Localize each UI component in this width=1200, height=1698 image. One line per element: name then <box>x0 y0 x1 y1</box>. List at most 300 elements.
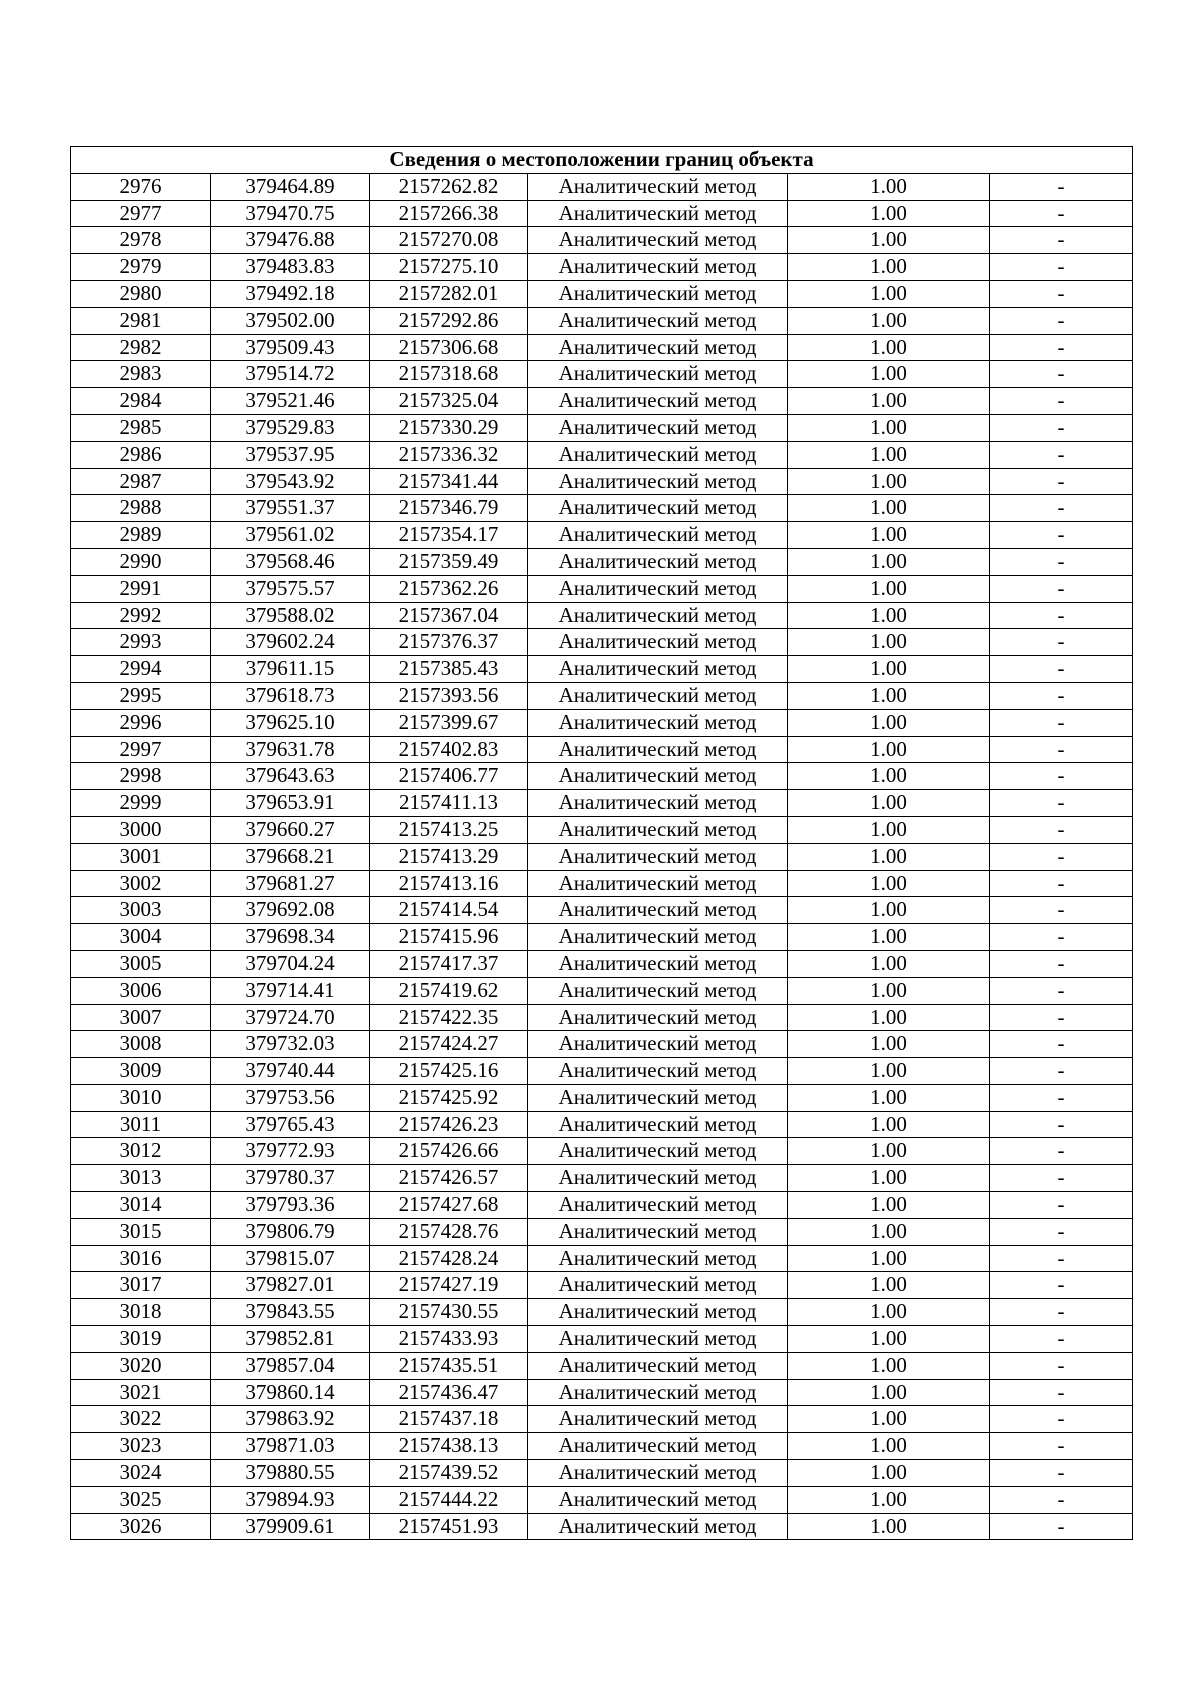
method-cell: Аналитический метод <box>528 414 788 441</box>
method-cell: Аналитический метод <box>528 1192 788 1219</box>
method-cell: Аналитический метод <box>528 1460 788 1487</box>
table-row <box>71 388 1133 415</box>
accuracy-cell: 1.00 <box>788 1192 990 1219</box>
table-row <box>71 1433 1133 1460</box>
description-cell: - <box>990 575 1133 602</box>
description-cell: - <box>990 1460 1133 1487</box>
table-row <box>71 414 1133 441</box>
accuracy-cell: 1.00 <box>788 200 990 227</box>
accuracy-cell: 1.00 <box>788 1031 990 1058</box>
method-cell: Аналитический метод <box>528 1031 788 1058</box>
accuracy-cell: 1.00 <box>788 1379 990 1406</box>
point-number-cell: 2993 <box>71 629 211 656</box>
description-cell: - <box>990 1004 1133 1031</box>
point-number-cell: 2985 <box>71 414 211 441</box>
table-row <box>71 924 1133 951</box>
description-cell: - <box>990 495 1133 522</box>
table-row <box>71 977 1133 1004</box>
accuracy-cell: 1.00 <box>788 790 990 817</box>
point-number-cell: 2979 <box>71 254 211 281</box>
point-number-cell: 3026 <box>71 1513 211 1540</box>
table-row <box>71 736 1133 763</box>
y-coordinate-cell: 2157411.13 <box>370 790 528 817</box>
y-coordinate-cell: 2157426.57 <box>370 1165 528 1192</box>
description-cell: - <box>990 200 1133 227</box>
method-cell: Аналитический метод <box>528 388 788 415</box>
accuracy-cell: 1.00 <box>788 1245 990 1272</box>
description-cell: - <box>990 816 1133 843</box>
x-coordinate-cell: 379514.72 <box>211 361 370 388</box>
accuracy-cell: 1.00 <box>788 656 990 683</box>
y-coordinate-cell: 2157430.55 <box>370 1299 528 1326</box>
accuracy-cell: 1.00 <box>788 1004 990 1031</box>
x-coordinate-cell: 379909.61 <box>211 1513 370 1540</box>
description-cell: - <box>990 388 1133 415</box>
description-cell: - <box>990 950 1133 977</box>
method-cell: Аналитический метод <box>528 870 788 897</box>
accuracy-cell: 1.00 <box>788 468 990 495</box>
x-coordinate-cell: 379753.56 <box>211 1084 370 1111</box>
table-row <box>71 763 1133 790</box>
accuracy-cell: 1.00 <box>788 361 990 388</box>
method-cell: Аналитический метод <box>528 227 788 254</box>
y-coordinate-cell: 2157385.43 <box>370 656 528 683</box>
method-cell: Аналитический метод <box>528 790 788 817</box>
point-number-cell: 2976 <box>71 173 211 200</box>
y-coordinate-cell: 2157266.38 <box>370 200 528 227</box>
method-cell: Аналитический метод <box>528 1486 788 1513</box>
table-title: Сведения о местоположении границ объекта <box>71 147 1133 174</box>
point-number-cell: 3020 <box>71 1352 211 1379</box>
x-coordinate-cell: 379806.79 <box>211 1218 370 1245</box>
table-body <box>71 173 1133 1540</box>
point-number-cell: 3019 <box>71 1326 211 1353</box>
table-row <box>71 1486 1133 1513</box>
boundary-coordinates-table <box>70 146 1133 1540</box>
accuracy-cell: 1.00 <box>788 763 990 790</box>
point-number-cell: 3015 <box>71 1218 211 1245</box>
method-cell: Аналитический метод <box>528 1245 788 1272</box>
point-number-cell: 3021 <box>71 1379 211 1406</box>
description-cell: - <box>990 1165 1133 1192</box>
point-number-cell: 2978 <box>71 227 211 254</box>
description-cell: - <box>990 1272 1133 1299</box>
point-number-cell: 2988 <box>71 495 211 522</box>
method-cell: Аналитический метод <box>528 1218 788 1245</box>
y-coordinate-cell: 2157354.17 <box>370 522 528 549</box>
table-row <box>71 1165 1133 1192</box>
method-cell: Аналитический метод <box>528 1084 788 1111</box>
method-cell: Аналитический метод <box>528 280 788 307</box>
x-coordinate-cell: 379668.21 <box>211 843 370 870</box>
accuracy-cell: 1.00 <box>788 307 990 334</box>
accuracy-cell: 1.00 <box>788 1326 990 1353</box>
point-number-cell: 2997 <box>71 736 211 763</box>
method-cell: Аналитический метод <box>528 602 788 629</box>
accuracy-cell: 1.00 <box>788 977 990 1004</box>
point-number-cell: 3001 <box>71 843 211 870</box>
point-number-cell: 3000 <box>71 816 211 843</box>
y-coordinate-cell: 2157444.22 <box>370 1486 528 1513</box>
description-cell: - <box>990 361 1133 388</box>
description-cell: - <box>990 1245 1133 1272</box>
method-cell: Аналитический метод <box>528 1272 788 1299</box>
accuracy-cell: 1.00 <box>788 1058 990 1085</box>
x-coordinate-cell: 379483.83 <box>211 254 370 281</box>
method-cell: Аналитический метод <box>528 1004 788 1031</box>
y-coordinate-cell: 2157346.79 <box>370 495 528 522</box>
point-number-cell: 2995 <box>71 682 211 709</box>
x-coordinate-cell: 379894.93 <box>211 1486 370 1513</box>
x-coordinate-cell: 379492.18 <box>211 280 370 307</box>
accuracy-cell: 1.00 <box>788 629 990 656</box>
method-cell: Аналитический метод <box>528 736 788 763</box>
table-row <box>71 548 1133 575</box>
description-cell: - <box>990 522 1133 549</box>
table-row <box>71 1192 1133 1219</box>
method-cell: Аналитический метод <box>528 1326 788 1353</box>
point-number-cell: 3007 <box>71 1004 211 1031</box>
x-coordinate-cell: 379602.24 <box>211 629 370 656</box>
y-coordinate-cell: 2157422.35 <box>370 1004 528 1031</box>
method-cell: Аналитический метод <box>528 361 788 388</box>
point-number-cell: 3023 <box>71 1433 211 1460</box>
x-coordinate-cell: 379653.91 <box>211 790 370 817</box>
method-cell: Аналитический метод <box>528 468 788 495</box>
x-coordinate-cell: 379772.93 <box>211 1138 370 1165</box>
method-cell: Аналитический метод <box>528 495 788 522</box>
x-coordinate-cell: 379476.88 <box>211 227 370 254</box>
point-number-cell: 2989 <box>71 522 211 549</box>
method-cell: Аналитический метод <box>528 897 788 924</box>
point-number-cell: 3008 <box>71 1031 211 1058</box>
description-cell: - <box>990 1326 1133 1353</box>
accuracy-cell: 1.00 <box>788 816 990 843</box>
y-coordinate-cell: 2157336.32 <box>370 441 528 468</box>
x-coordinate-cell: 379852.81 <box>211 1326 370 1353</box>
y-coordinate-cell: 2157341.44 <box>370 468 528 495</box>
point-number-cell: 3011 <box>71 1111 211 1138</box>
table-row <box>71 1058 1133 1085</box>
accuracy-cell: 1.00 <box>788 897 990 924</box>
x-coordinate-cell: 379529.83 <box>211 414 370 441</box>
x-coordinate-cell: 379464.89 <box>211 173 370 200</box>
x-coordinate-cell: 379618.73 <box>211 682 370 709</box>
description-cell: - <box>990 629 1133 656</box>
accuracy-cell: 1.00 <box>788 548 990 575</box>
point-number-cell: 3013 <box>71 1165 211 1192</box>
table-row <box>71 1245 1133 1272</box>
point-number-cell: 3006 <box>71 977 211 1004</box>
method-cell: Аналитический метод <box>528 1406 788 1433</box>
accuracy-cell: 1.00 <box>788 334 990 361</box>
y-coordinate-cell: 2157428.24 <box>370 1245 528 1272</box>
table-row <box>71 950 1133 977</box>
description-cell: - <box>990 897 1133 924</box>
accuracy-cell: 1.00 <box>788 1111 990 1138</box>
x-coordinate-cell: 379793.36 <box>211 1192 370 1219</box>
description-cell: - <box>990 1084 1133 1111</box>
x-coordinate-cell: 379625.10 <box>211 709 370 736</box>
y-coordinate-cell: 2157393.56 <box>370 682 528 709</box>
method-cell: Аналитический метод <box>528 843 788 870</box>
table-row <box>71 1513 1133 1540</box>
table-row <box>71 1004 1133 1031</box>
y-coordinate-cell: 2157270.08 <box>370 227 528 254</box>
method-cell: Аналитический метод <box>528 575 788 602</box>
y-coordinate-cell: 2157451.93 <box>370 1513 528 1540</box>
point-number-cell: 2998 <box>71 763 211 790</box>
method-cell: Аналитический метод <box>528 334 788 361</box>
accuracy-cell: 1.00 <box>788 1486 990 1513</box>
method-cell: Аналитический метод <box>528 1299 788 1326</box>
method-cell: Аналитический метод <box>528 548 788 575</box>
method-cell: Аналитический метод <box>528 200 788 227</box>
y-coordinate-cell: 2157426.23 <box>370 1111 528 1138</box>
point-number-cell: 2981 <box>71 307 211 334</box>
accuracy-cell: 1.00 <box>788 1165 990 1192</box>
y-coordinate-cell: 2157417.37 <box>370 950 528 977</box>
point-number-cell: 3010 <box>71 1084 211 1111</box>
method-cell: Аналитический метод <box>528 522 788 549</box>
method-cell: Аналитический метод <box>528 1165 788 1192</box>
description-cell: - <box>990 924 1133 951</box>
table-row <box>71 361 1133 388</box>
point-number-cell: 2982 <box>71 334 211 361</box>
x-coordinate-cell: 379704.24 <box>211 950 370 977</box>
point-number-cell: 3014 <box>71 1192 211 1219</box>
accuracy-cell: 1.00 <box>788 495 990 522</box>
table-row <box>71 843 1133 870</box>
x-coordinate-cell: 379631.78 <box>211 736 370 763</box>
x-coordinate-cell: 379551.37 <box>211 495 370 522</box>
description-cell: - <box>990 1111 1133 1138</box>
y-coordinate-cell: 2157427.19 <box>370 1272 528 1299</box>
method-cell: Аналитический метод <box>528 441 788 468</box>
x-coordinate-cell: 379827.01 <box>211 1272 370 1299</box>
table-row <box>71 1379 1133 1406</box>
y-coordinate-cell: 2157367.04 <box>370 602 528 629</box>
description-cell: - <box>990 602 1133 629</box>
x-coordinate-cell: 379509.43 <box>211 334 370 361</box>
y-coordinate-cell: 2157433.93 <box>370 1326 528 1353</box>
method-cell: Аналитический метод <box>528 1058 788 1085</box>
y-coordinate-cell: 2157437.18 <box>370 1406 528 1433</box>
method-cell: Аналитический метод <box>528 254 788 281</box>
description-cell: - <box>990 977 1133 1004</box>
method-cell: Аналитический метод <box>528 173 788 200</box>
y-coordinate-cell: 2157413.29 <box>370 843 528 870</box>
point-number-cell: 2977 <box>71 200 211 227</box>
accuracy-cell: 1.00 <box>788 924 990 951</box>
accuracy-cell: 1.00 <box>788 1406 990 1433</box>
method-cell: Аналитический метод <box>528 1111 788 1138</box>
x-coordinate-cell: 379575.57 <box>211 575 370 602</box>
y-coordinate-cell: 2157424.27 <box>370 1031 528 1058</box>
method-cell: Аналитический метод <box>528 950 788 977</box>
y-coordinate-cell: 2157292.86 <box>370 307 528 334</box>
x-coordinate-cell: 379860.14 <box>211 1379 370 1406</box>
description-cell: - <box>990 709 1133 736</box>
y-coordinate-cell: 2157406.77 <box>370 763 528 790</box>
y-coordinate-cell: 2157376.37 <box>370 629 528 656</box>
point-number-cell: 3022 <box>71 1406 211 1433</box>
point-number-cell: 2996 <box>71 709 211 736</box>
accuracy-cell: 1.00 <box>788 1299 990 1326</box>
x-coordinate-cell: 379568.46 <box>211 548 370 575</box>
x-coordinate-cell: 379880.55 <box>211 1460 370 1487</box>
table-row <box>71 1218 1133 1245</box>
y-coordinate-cell: 2157413.25 <box>370 816 528 843</box>
description-cell: - <box>990 227 1133 254</box>
x-coordinate-cell: 379543.92 <box>211 468 370 495</box>
description-cell: - <box>990 307 1133 334</box>
x-coordinate-cell: 379470.75 <box>211 200 370 227</box>
method-cell: Аналитический метод <box>528 1379 788 1406</box>
table-row <box>71 1299 1133 1326</box>
x-coordinate-cell: 379724.70 <box>211 1004 370 1031</box>
method-cell: Аналитический метод <box>528 1433 788 1460</box>
table-row <box>71 897 1133 924</box>
table-row <box>71 468 1133 495</box>
table-row <box>71 1272 1133 1299</box>
table-row <box>71 1031 1133 1058</box>
description-cell: - <box>990 468 1133 495</box>
y-coordinate-cell: 2157399.67 <box>370 709 528 736</box>
description-cell: - <box>990 736 1133 763</box>
x-coordinate-cell: 379521.46 <box>211 388 370 415</box>
table-row <box>71 1084 1133 1111</box>
y-coordinate-cell: 2157282.01 <box>370 280 528 307</box>
method-cell: Аналитический метод <box>528 1138 788 1165</box>
y-coordinate-cell: 2157330.29 <box>370 414 528 441</box>
x-coordinate-cell: 379863.92 <box>211 1406 370 1433</box>
table-row <box>71 1460 1133 1487</box>
y-coordinate-cell: 2157435.51 <box>370 1352 528 1379</box>
point-number-cell: 2986 <box>71 441 211 468</box>
table-row <box>71 575 1133 602</box>
table-row <box>71 227 1133 254</box>
table-row <box>71 709 1133 736</box>
description-cell: - <box>990 414 1133 441</box>
table-row <box>71 682 1133 709</box>
y-coordinate-cell: 2157275.10 <box>370 254 528 281</box>
point-number-cell: 2994 <box>71 656 211 683</box>
point-number-cell: 3004 <box>71 924 211 951</box>
method-cell: Аналитический метод <box>528 709 788 736</box>
description-cell: - <box>990 870 1133 897</box>
description-cell: - <box>990 1513 1133 1540</box>
method-cell: Аналитический метод <box>528 1513 788 1540</box>
description-cell: - <box>990 1486 1133 1513</box>
description-cell: - <box>990 1406 1133 1433</box>
description-cell: - <box>990 548 1133 575</box>
description-cell: - <box>990 1031 1133 1058</box>
table-row <box>71 629 1133 656</box>
point-number-cell: 3017 <box>71 1272 211 1299</box>
accuracy-cell: 1.00 <box>788 388 990 415</box>
y-coordinate-cell: 2157318.68 <box>370 361 528 388</box>
x-coordinate-cell: 379692.08 <box>211 897 370 924</box>
table-row <box>71 656 1133 683</box>
accuracy-cell: 1.00 <box>788 227 990 254</box>
table-row <box>71 522 1133 549</box>
point-number-cell: 3005 <box>71 950 211 977</box>
method-cell: Аналитический метод <box>528 977 788 1004</box>
point-number-cell: 2984 <box>71 388 211 415</box>
y-coordinate-cell: 2157425.16 <box>370 1058 528 1085</box>
y-coordinate-cell: 2157426.66 <box>370 1138 528 1165</box>
method-cell: Аналитический метод <box>528 924 788 951</box>
description-cell: - <box>990 790 1133 817</box>
table-row <box>71 173 1133 200</box>
point-number-cell: 3009 <box>71 1058 211 1085</box>
description-cell: - <box>990 1379 1133 1406</box>
accuracy-cell: 1.00 <box>788 1138 990 1165</box>
accuracy-cell: 1.00 <box>788 575 990 602</box>
table-row <box>71 816 1133 843</box>
y-coordinate-cell: 2157415.96 <box>370 924 528 951</box>
accuracy-cell: 1.00 <box>788 441 990 468</box>
y-coordinate-cell: 2157325.04 <box>370 388 528 415</box>
table-row <box>71 1406 1133 1433</box>
table-row <box>71 200 1133 227</box>
description-cell: - <box>990 280 1133 307</box>
y-coordinate-cell: 2157362.26 <box>370 575 528 602</box>
x-coordinate-cell: 379537.95 <box>211 441 370 468</box>
accuracy-cell: 1.00 <box>788 254 990 281</box>
description-cell: - <box>990 334 1133 361</box>
table-row <box>71 1326 1133 1353</box>
point-number-cell: 2992 <box>71 602 211 629</box>
table-row <box>71 790 1133 817</box>
description-cell: - <box>990 1058 1133 1085</box>
accuracy-cell: 1.00 <box>788 1218 990 1245</box>
point-number-cell: 2990 <box>71 548 211 575</box>
description-cell: - <box>990 173 1133 200</box>
y-coordinate-cell: 2157402.83 <box>370 736 528 763</box>
accuracy-cell: 1.00 <box>788 950 990 977</box>
point-number-cell: 2991 <box>71 575 211 602</box>
y-coordinate-cell: 2157306.68 <box>370 334 528 361</box>
point-number-cell: 3018 <box>71 1299 211 1326</box>
x-coordinate-cell: 379843.55 <box>211 1299 370 1326</box>
y-coordinate-cell: 2157428.76 <box>370 1218 528 1245</box>
y-coordinate-cell: 2157427.68 <box>370 1192 528 1219</box>
method-cell: Аналитический метод <box>528 307 788 334</box>
description-cell: - <box>990 1299 1133 1326</box>
x-coordinate-cell: 379611.15 <box>211 656 370 683</box>
method-cell: Аналитический метод <box>528 1352 788 1379</box>
description-cell: - <box>990 682 1133 709</box>
point-number-cell: 3003 <box>71 897 211 924</box>
accuracy-cell: 1.00 <box>788 1513 990 1540</box>
method-cell: Аналитический метод <box>528 682 788 709</box>
description-cell: - <box>990 1138 1133 1165</box>
point-number-cell: 3025 <box>71 1486 211 1513</box>
y-coordinate-cell: 2157359.49 <box>370 548 528 575</box>
accuracy-cell: 1.00 <box>788 1084 990 1111</box>
x-coordinate-cell: 379815.07 <box>211 1245 370 1272</box>
description-cell: - <box>990 1352 1133 1379</box>
method-cell: Аналитический метод <box>528 763 788 790</box>
accuracy-cell: 1.00 <box>788 709 990 736</box>
accuracy-cell: 1.00 <box>788 870 990 897</box>
x-coordinate-cell: 379780.37 <box>211 1165 370 1192</box>
method-cell: Аналитический метод <box>528 816 788 843</box>
table-row <box>71 495 1133 522</box>
y-coordinate-cell: 2157439.52 <box>370 1460 528 1487</box>
